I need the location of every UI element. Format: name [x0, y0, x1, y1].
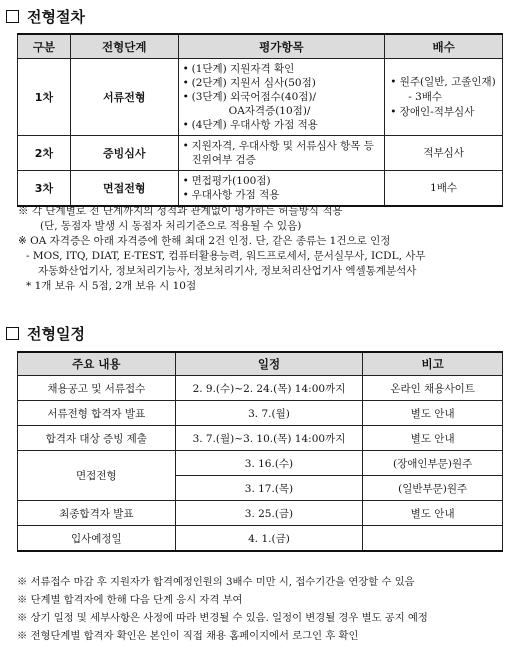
- item-continued: OA자격증(10점)/: [228, 105, 311, 117]
- table-row: [18, 171, 503, 207]
- content-cell: 입사예정일: [18, 526, 176, 552]
- stage-cell: 3차: [18, 171, 71, 207]
- note-line: ※ 상기 일정 및 세부사항은 사정에 따라 변경될 수 있음. 일정이 변경될 경우 별도 공지 예정: [17, 612, 428, 624]
- note-line: ※ 각 단계별로 전 단계까지의 성적과 관계없이 평가하는 허들방식 적용: [18, 205, 343, 217]
- schedule-header-row: [18, 352, 503, 376]
- mult-line: - 3배수: [408, 90, 443, 103]
- table-row: [18, 401, 503, 426]
- item: • (1단계) 지원자격 확인: [183, 62, 381, 76]
- step-cell: 서류전형: [70, 59, 178, 136]
- multiplier-cell: 적부심사: [385, 136, 503, 171]
- content-cell: 합격자 대상 증빙 제출: [18, 426, 176, 451]
- content-cell: 서류전형 합격자 발표: [18, 401, 176, 426]
- note-cell: (장애인부문)원주: [363, 451, 503, 476]
- procedure-header-row: [18, 34, 503, 59]
- date-cell: 3. 7.(월)~3. 10.(목) 14:00까지: [175, 426, 363, 451]
- note-line: 자동화산업기사, 정보처리기능사, 정보처리기사, 정보처리산업기사 엑셀통계분석사: [38, 265, 417, 277]
- content-cell: 채용공고 및 서류접수: [18, 376, 176, 401]
- date-cell: 3. 17.(목): [175, 476, 363, 501]
- table-row: [18, 501, 503, 526]
- note-cell: 별도 안내: [363, 401, 503, 426]
- note-cell: 별도 안내: [363, 501, 503, 526]
- item: • (3단계) 외국어점수(40점)/: [183, 90, 381, 104]
- multiplier-cell: [385, 59, 503, 136]
- step-cell: 면접전형: [70, 171, 178, 207]
- date-cell: 2. 9.(수)~2. 24.(목) 14:00까지: [175, 376, 363, 401]
- items-cell: [178, 136, 385, 171]
- header-step: 전형단계: [70, 34, 178, 59]
- header-note: 비고: [363, 352, 503, 376]
- content-cell: 면접전형: [18, 451, 176, 501]
- item: • (2단계) 지원서 심사(50점): [183, 76, 381, 90]
- table-row: [18, 526, 503, 552]
- content-cell: 최종합격자 발표: [18, 501, 176, 526]
- item: • 면접평가(100점): [183, 174, 381, 188]
- header-items: 평가항목: [178, 34, 385, 59]
- note-line: ※ 전형단계별 합격자 확인은 본인이 직접 채용 홈페이지에서 로그인 후 확인: [17, 630, 359, 642]
- procedure-title-text: 전형절차: [27, 8, 85, 26]
- item: • (4단계) 우대사항 가점 적용: [183, 118, 381, 132]
- schedule-title-text: 전형일정: [27, 325, 85, 343]
- mult-line: • 장애인-적부심사: [390, 105, 475, 118]
- schedule-table: [17, 351, 503, 552]
- procedure-title: [6, 6, 85, 27]
- note-cell: 별도 안내: [363, 426, 503, 451]
- mult-line: • 원주(일반, 고졸인재): [390, 75, 496, 88]
- note-cell: (일반부문)원주: [363, 476, 503, 501]
- header-multiplier: 배수: [385, 34, 503, 59]
- checkbox-square-icon: [6, 10, 19, 23]
- note-line: * 1개 보유 시 5점, 2개 보유 시 10점: [26, 280, 197, 292]
- note-line: (단, 동점자 발생 시 동점자 처리기준으로 적용될 수 있음): [40, 220, 302, 232]
- procedure-table: [17, 33, 503, 207]
- note-line: ※ 서류접수 마감 후 지원자가 합격예정인원의 3배수 미만 시, 접수기간을 연장할 수 있음: [17, 576, 415, 588]
- checkbox-square-icon: [6, 327, 19, 340]
- table-row: [18, 451, 503, 476]
- date-cell: 3. 25.(금): [175, 501, 363, 526]
- stage-cell: 2차: [18, 136, 71, 171]
- table-row: [18, 426, 503, 451]
- step-cell: 증빙심사: [70, 136, 178, 171]
- schedule-notes: [17, 573, 512, 645]
- item: • 우대사항 가점 적용: [183, 188, 381, 202]
- item: • 지원자격, 우대사항 및 서류심사 항목 등 진위여부 검증: [183, 139, 381, 167]
- date-cell: 3. 7.(월): [175, 401, 363, 426]
- note-line: ※ 단계별 합격자에 한해 다음 단계 응시 자격 부여: [17, 594, 243, 606]
- note-line: - MOS, ITQ, DIAT, E-TEST, 컴퓨터활용능력, 워드프로세서, 문서실무사, ICDL, 사무: [26, 250, 426, 262]
- procedure-notes: [18, 204, 508, 294]
- stage-cell: 1차: [18, 59, 71, 136]
- header-date: 일정: [175, 352, 363, 376]
- table-row: [18, 59, 503, 136]
- note-line: ※ OA 자격증은 아래 자격증에 한해 최대 2건 인정. 단, 같은 종류는 1건으로 인정: [18, 235, 391, 247]
- schedule-title: [6, 323, 85, 344]
- date-cell: 3. 16.(수): [175, 451, 363, 476]
- date-cell: 4. 1.(금): [175, 526, 363, 552]
- table-row: [18, 376, 503, 401]
- note-cell: 온라인 채용사이트: [363, 376, 503, 401]
- note-cell: [363, 526, 503, 552]
- items-cell: [178, 59, 385, 136]
- header-content: 주요 내용: [18, 352, 176, 376]
- header-stage: 구분: [18, 34, 71, 59]
- multiplier-cell: 1배수: [385, 171, 503, 207]
- items-cell: [178, 171, 385, 207]
- table-row: [18, 136, 503, 171]
